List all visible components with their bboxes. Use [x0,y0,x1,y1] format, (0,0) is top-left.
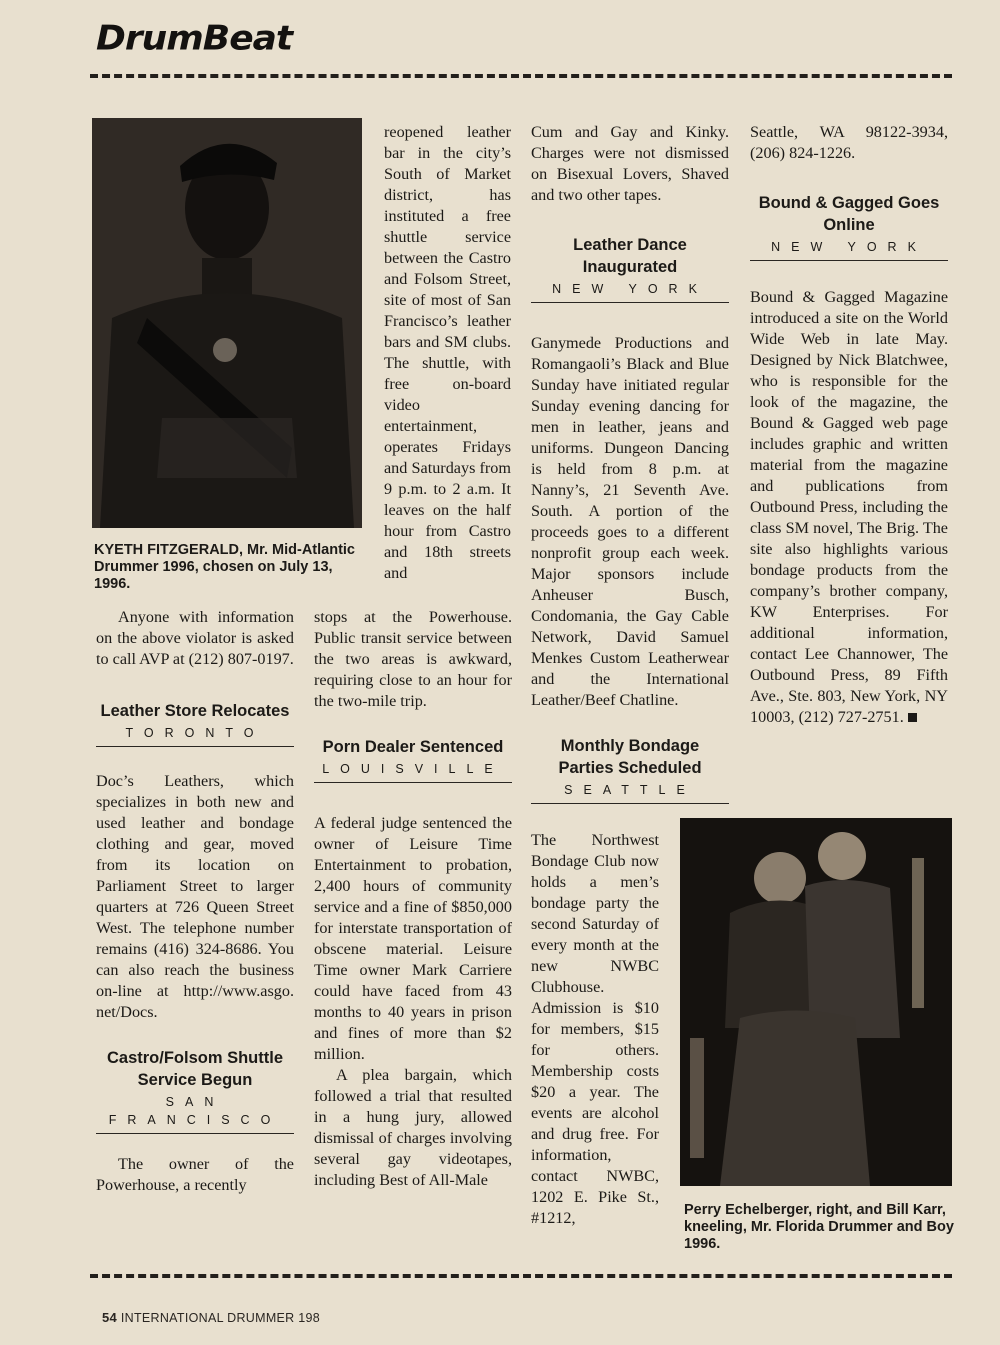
column-1 [96,607,294,1196]
article-text: Ganymede Productions and Romangaoli’s Black and Blue Sunday have initiated regular Sunday evening dancing for men in leather, jeans and uniforms. Dungeon Dancing is held from 8 p.m. at Nanny’s, 21 Seventh Ave. South. A portion of the proceeds goes to a different nonprofit group each week. Major sponsors include Anheuser Busch, Condomania, the Gay Cable Network, David Samuel Menkes Custom Leatherwear and the International Leather/Beef Chatline. [531,334,729,709]
photo1-caption [94,542,364,593]
column-2-top [384,122,511,584]
article-text: Cum and Gay and Kinky. Charges were not dismissed on Bisexual Lovers, Shaved and two other tapes. [531,123,729,204]
dateline-seattle: SEATTLE [531,783,729,804]
headline-castro-shuttle: Castro/Folsom Shuttle Service Begun [106,1049,283,1089]
caption-perry-bill: Perry Echelberger, right, and Bill Karr, kneeling, Mr. Florida Drummer and Boy 1996. [684,1202,954,1252]
page-number: 54 [102,1310,118,1325]
dateline-new-york: NEW YORK [531,282,729,303]
article-text: reopened leather bar in the city’s South of Market district, has instituted a free shuttle service between the Castro and Folsom Street, site of most of San Francisco’s leather bars and SM clubs. The shuttle, with free on-board video entertainment, operates Fridays and Saturdays from 9 p.m. to 2 a.m. It leaves on the half hour from Castro and 18th streets and [384,123,511,582]
dateline-toronto: TORONTO [96,726,294,747]
top-rule [90,74,952,78]
column-4 [750,122,948,728]
headline-bondage-parties: Monthly Bondage Parties Scheduled [558,737,702,777]
article-text: The Northwest Bondage Club now holds a men’s bondage party the second Saturday of every month at the new NWBC Clubhouse. Admission is $10 for members, $15 for others. Membership costs $20 a year. The events are alcohol and drug free. For information, contact NWBC, 1202 E. Pike St., #1212, [531,831,659,1227]
photo2-caption [684,1202,954,1253]
article-text: Doc’s Leathers, which specializes in both new and used leather and bondage clothing and gear, moved from its location on Parliament Street to larger quarters at 726 Queen Street West. The telephone number remains (416) 324-8686. You can also reach the business on-line at http://www.asgo. net/Docs. [96,772,294,1021]
article-text: stops at the Powerhouse. Public transit service between the two areas is awkward, requiring close to an hour for the two-mile trip. [314,608,512,710]
article-text: The owner of the Powerhouse, a recently [96,1155,294,1194]
headline-porn-dealer: Porn Dealer Sentenced [322,738,504,756]
bottom-rule [90,1274,952,1278]
article-text: A plea bargain, which followed a trial that resulted in a hung jury, allowed dismissal of charges involving several gay videotapes, including Best of All-Male [314,1066,512,1189]
article-text: Seattle, WA 98122-3934, (206) 824-1226. [750,123,948,162]
headline-bound-gagged: Bound & Gagged Goes Online [758,194,940,234]
magazine-title: INTERNATIONAL DRUMMER 198 [120,1311,321,1325]
photo-perry-bill [680,818,952,1186]
dateline-san: SAN [165,1095,225,1109]
article-text: A federal judge sentenced the owner of Leisure Time Entertainment to probation, 2,400 hours of community service and a fine of $850,000 for interstate transportation of obscene material. Leisure Time owner Mark Carriere could have faced from 43 months to 40 years in prison and fines of more than $2 million. [314,814,512,1063]
headline-leather-store: Leather Store Relocates [100,702,290,720]
caption-kyeth-fitzgerald: KYETH FITZGERALD, Mr. Mid-Atlantic Drummer 1996, chosen on July 13, 1996. [94,542,355,592]
photo-kyeth-fitzgerald [92,118,362,528]
dateline-new-york: NEW YORK [750,240,948,261]
end-mark [908,713,917,722]
dateline-louisville: LOUISVILLE [314,762,512,783]
dateline-francisco: FRANCISCO [96,1113,294,1134]
column-2 [314,607,512,1191]
headline-leather-dance: Leather Dance Inaugurated [573,236,687,276]
page-footer [102,1310,320,1325]
article-text: Anyone with information on the above violator is asked to call AVP at (212) 807-0197. [96,608,294,668]
section-title: DrumBeat [96,19,293,58]
article-text: Bound & Gagged Magazine introduced a site on the World Wide Web in late May. Designed by Nick Blatchwee, who is responsible for the look of the magazine, the Bound & Gagged web page includes graphic and written material from the magazine and publications from Outbound Press, including the class SM novel, The Brig. The site also highlights various bondage products from the company’s brother company, KW Enterprises. For additional information, contact Lee Channower, The Outbound Press, 89 Fifth Ave., Ste. 803, New York, NY 10003, (212) 727-2751. [750,288,948,726]
